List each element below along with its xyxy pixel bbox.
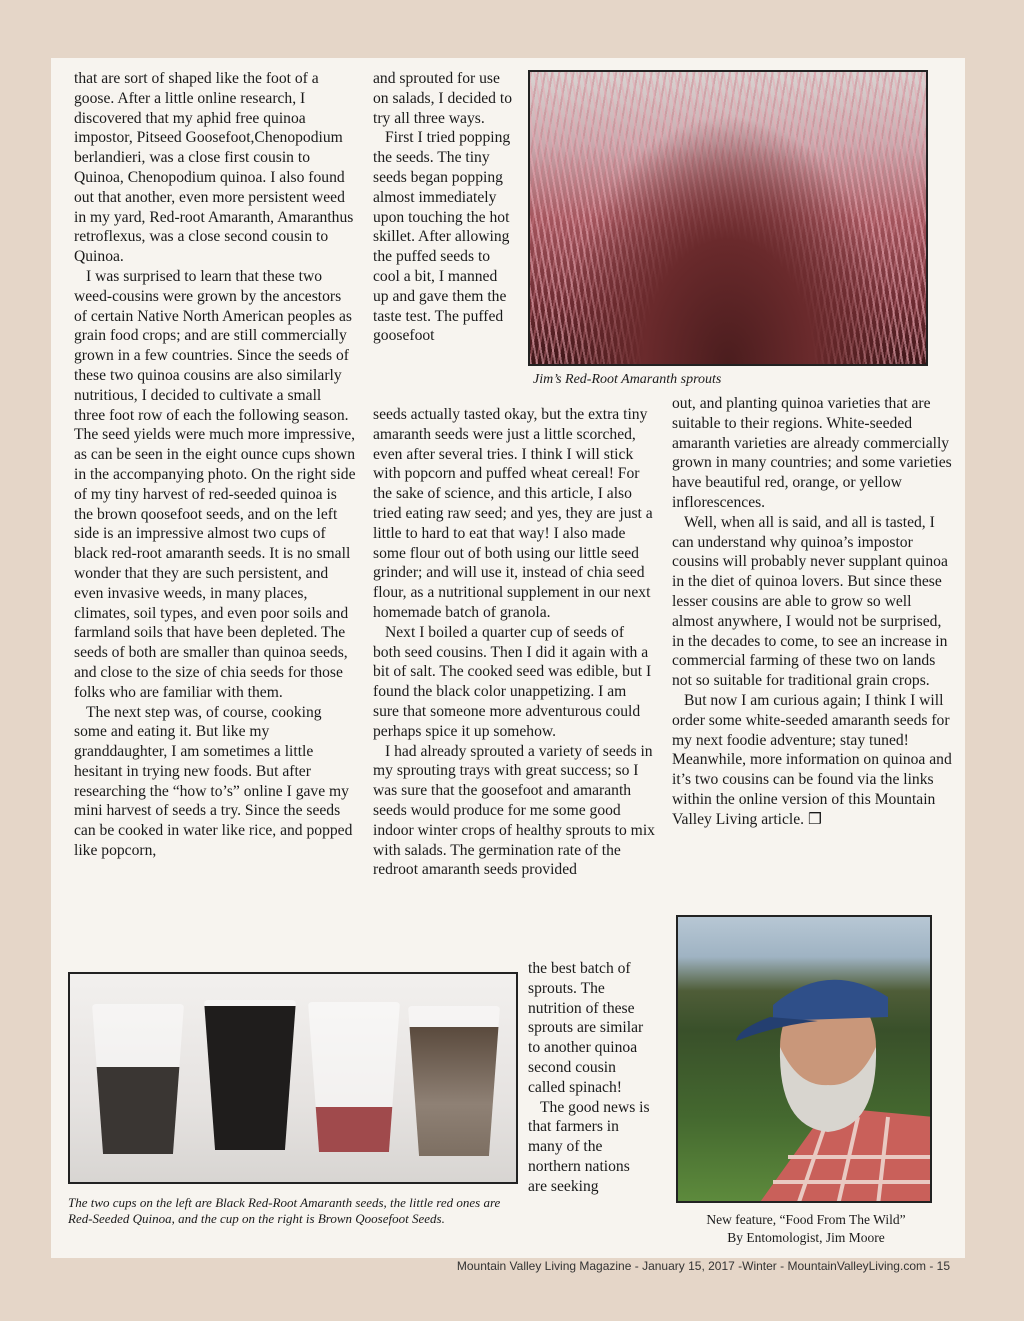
author-portrait-illustration bbox=[678, 917, 932, 1203]
article-column-2-bottom bbox=[528, 959, 652, 1197]
seed-cups-photo bbox=[68, 972, 518, 1184]
paragraph: that are sort of shaped like the foot of a goose. After a little online research, I discovered that my aphid free quinoa impostor, Pitseed Goosefoot,Chenopodium berlandieri, was a close first cousin to Quinoa, Chenopodium quinoa. I also found out that another, even more persistent weed in my yard, Red-root Amaranth, Amaranthus retroflexus, was a close second cousin to Quinoa. bbox=[74, 70, 354, 266]
paragraph: the best batch of sprouts. The nutrition of these sprouts are similar to another quinoa second cousin called spinach! bbox=[528, 960, 644, 1096]
paragraph: First I tried popping the seeds. The tiny seeds began popping almost immediately upon touching the hot skillet. After allowing the puffed seeds to cool a bit, I manned up and gave them the taste test. The puffed goosefoot bbox=[373, 129, 511, 345]
paragraph: Well, when all is said, and all is tasted, I can understand why quinoa’s impostor cousins will probably never supplant quinoa in the diet of quinoa lovers. But since these lesser cousins are able to grow so well almost anywhere, I would not be surprised, in the decades to come, to see an increase in commercial farming of these two on lands not so suitable for traditional grain crops. bbox=[672, 513, 948, 690]
paragraph: I was surprised to learn that these two weed-cousins were grown by the ancestors of certain Native North American peoples as grain food crops; and are still commercially grown in a few countries. Since the seeds of these two quinoa cousins are also similarly nutritious, I decided to cultivate a small three foot row of each the following season. The seed yields were much more impressive, as can be seen in the eight ounce cups shown in the accompanying photo. On the right side of my tiny harvest of red-seeded quinoa is the brown qoosefoot seeds, and on the left side is an impressive almost two cups of black red-root amaranth seeds. It is no small wonder that they are such persistent, and even invasive weeds, in many places, climates, soil types, and even poor soils and farmland soils that have been depleted. The seeds of both are smaller than quinoa seeds, and close to the size of chia seeds for those folks who are familiar with them. bbox=[74, 267, 356, 701]
article-column-3 bbox=[672, 394, 952, 830]
paragraph: The next step was, of course, cooking some and eating it. But like my granddaughter, I am sometimes a little hesitant in trying new foods. But after researching the “how to’s” online I gave my mini harvest of seeds a try. Since the seeds can be cooked in water like rice, and popped like popcorn, bbox=[74, 703, 353, 860]
sprouts-photo bbox=[528, 70, 928, 366]
author-caption bbox=[672, 1211, 940, 1247]
page-footer: Mountain Valley Living Magazine - January 15, 2017 -Winter - MountainValleyLiving.com - 15 bbox=[456, 1259, 950, 1273]
cup-brown-goosefoot bbox=[408, 1006, 500, 1156]
cup-red-quinoa bbox=[308, 1002, 400, 1152]
article-column-2-top bbox=[373, 69, 513, 346]
paragraph: out, and planting quinoa varieties that are suitable to their regions. White-seeded amaranth varieties are already commercially grown in many countries; and some varieties have beautiful red, orange, or yellow inflorescences. bbox=[672, 395, 952, 511]
author-caption-line: New feature, “Food From The Wild” bbox=[706, 1212, 906, 1227]
paragraph: Next I boiled a quarter cup of seeds of both seed cousins. Then I did it again with a bit of salt. The cooked seed was edible, but I found the black color unappetizing. I am sure that someone more adventurous could perhaps spice it up somehow. bbox=[373, 623, 652, 740]
article-column-1 bbox=[74, 69, 356, 861]
paragraph: seeds actually tasted okay, but the extra tiny amaranth seeds were just a little scorched, even after several tries. I think I will stick with popcorn and puffed wheat cereal! For the sake of science, and this article, I also tried eating raw seed; and yes, they are just a little to hard to eat that way! I also made some flour out of both using our little seed grinder; and will use it, instead of chia seed flour, as a nutritional supplement in our next homemade batch of granola. bbox=[373, 406, 653, 621]
cup-black-amaranth bbox=[92, 1004, 184, 1154]
article-column-2-middle bbox=[373, 405, 655, 880]
author-caption-line: By Entomologist, Jim Moore bbox=[727, 1230, 885, 1245]
seed-cups-caption: The two cups on the left are Black Red-Root Amaranth seeds, the little red ones are Red-Seeded Quinoa, and the cup on the right is Brown Qoosefoot Seeds. bbox=[68, 1195, 501, 1226]
paragraph: But now I am curious again; I think I will order some white-seeded amaranth seeds for my next foodie adventure; stay tuned! Meanwhile, more information on quinoa and it’s two cousins can be found via the links within the online version of this Mountain Valley Living article. ❒ bbox=[672, 691, 952, 828]
paragraph: I had already sprouted a variety of seeds in my sprouting trays with great success; so I was sure that the goosefoot and amaranth seeds would produce for me some good indoor winter crops of healthy sprouts to mix with salads. The germination rate of the redroot amaranth seeds provided bbox=[373, 742, 655, 879]
paragraph: and sprouted for use on salads, I decided to try all three ways. bbox=[373, 70, 513, 127]
author-portrait-photo bbox=[676, 915, 932, 1203]
sprouts-caption: Jim’s Red-Root Amaranth sprouts bbox=[533, 372, 722, 387]
paragraph: The good news is that farmers in many of the northern nations are seeking bbox=[528, 1098, 650, 1195]
cup-black-amaranth bbox=[204, 1000, 296, 1150]
